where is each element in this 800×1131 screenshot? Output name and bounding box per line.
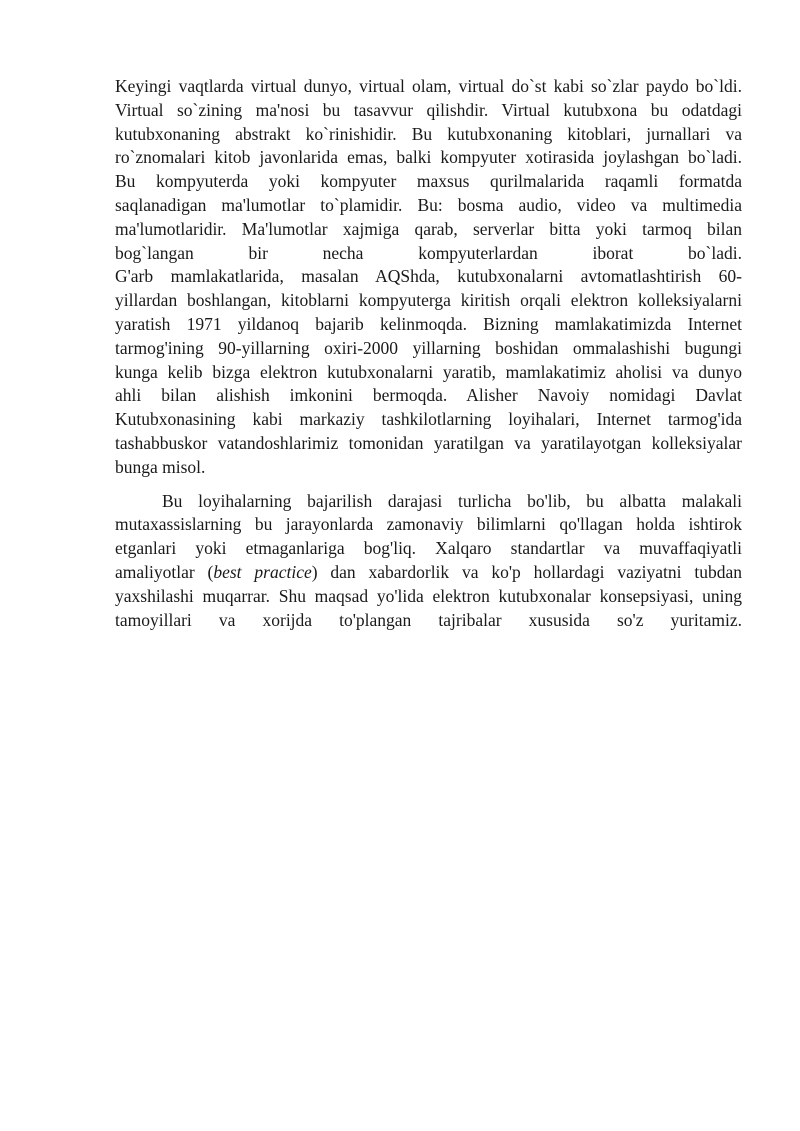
paragraph-virtual-library — [115, 75, 742, 480]
text-line: ma'lumotlaridir. Ma'lumotlar xajmiga qarab, serverlar bitta yoki tarmoq bilan — [115, 218, 742, 239]
text-line: etganlari yoki etmaganlariga bog'liq. Xalqaro standartlar va muvaffaqiyatli — [115, 538, 742, 559]
text-line: bog`langan bir necha kompyuterlardan iborat bo`ladi. — [115, 242, 742, 263]
italic-term: best practice — [213, 561, 312, 582]
document-page — [115, 75, 742, 632]
text-line: Keyingi vaqtlarda virtual dunyo, virtual olam, virtual do`st kabi so`zlar paydo bo`ldi. — [115, 76, 742, 96]
text-line: saqlanadigan ma'lumotlar to`plamidir. Bu: bosma audio, video va multimedia — [115, 194, 742, 215]
text-line: tarmog'ining 90-yillarning oxiri-2000 yillarning boshidan ommalashishi bugungi — [115, 337, 742, 358]
text-line: tamoyillari va xorijda to'plangan tajribalar xususida so'z yuritamiz. — [115, 609, 742, 630]
text-line: ro`znomalari kitob javonlarida emas, balki kompyuter xotirasida joylashgan bo`ladi. — [115, 147, 742, 168]
text-line: kutubxonaning abstrakt ko`rinishidir. Bu kutubxonaning kitoblari, jurnallari va — [115, 123, 742, 144]
text-line: Kutubxonasining kabi markaziy tashkilotlarning loyihalari, Internet tarmog'ida — [115, 409, 742, 430]
text-line: Virtual so`zining ma'nosi bu tasavvur qilishdir. Virtual kutubxona bu odatdagi — [115, 99, 742, 120]
text-line: mutaxassislarning bu jarayonlarda zamonaviy bilimlarni qo'llagan holda ishtirok — [115, 514, 742, 535]
text-fragment: amaliyotlar ( — [115, 561, 214, 582]
text-line: yaratish 1971 yildanoq bajarib kelinmoqda. Bizning mamlakatimizda Internet — [115, 313, 742, 334]
text-line: G'arb mamlakatlarida, masalan AQShda, kutubxonalarni avtomatlashtirish 60- — [115, 266, 742, 287]
text-line: tashabbuskor vatandoshlarimiz tomonidan yaratilgan va yaratilayotgan kolleksiyalar — [115, 432, 742, 453]
text-line: yaxshilashi muqarrar. Shu maqsad yo'lida elektron kutubxonalar konsepsiyasi, uning — [115, 585, 742, 606]
text-line: Bu loyihalarning bajarilish darajasi turlicha bo'lib, bu albatta malakali — [162, 490, 742, 511]
text-line: Bu kompyuterda yoki kompyuter maxsus qurilmalarida raqamli formatda — [115, 171, 742, 192]
text-line: ahli bilan alishish imkonini bermoqda. Alisher Navoiy nomidagi Davlat — [115, 385, 742, 406]
paragraph-projects — [115, 490, 742, 633]
text-line: yillardan boshlangan, kitoblarni kompyuterga kiritish orqali elektron kolleksiyalarni — [115, 290, 742, 311]
text-line — [115, 561, 742, 585]
text-line: bunga misol. — [115, 456, 206, 477]
text-fragment: ) dan xabardorlik va ko'p hollardagi vaziyatni tubdan — [311, 561, 742, 582]
text-line: kunga kelib bizga elektron kutubxonalarni yaratib, mamlakatimiz aholisi va dunyo — [115, 361, 742, 382]
